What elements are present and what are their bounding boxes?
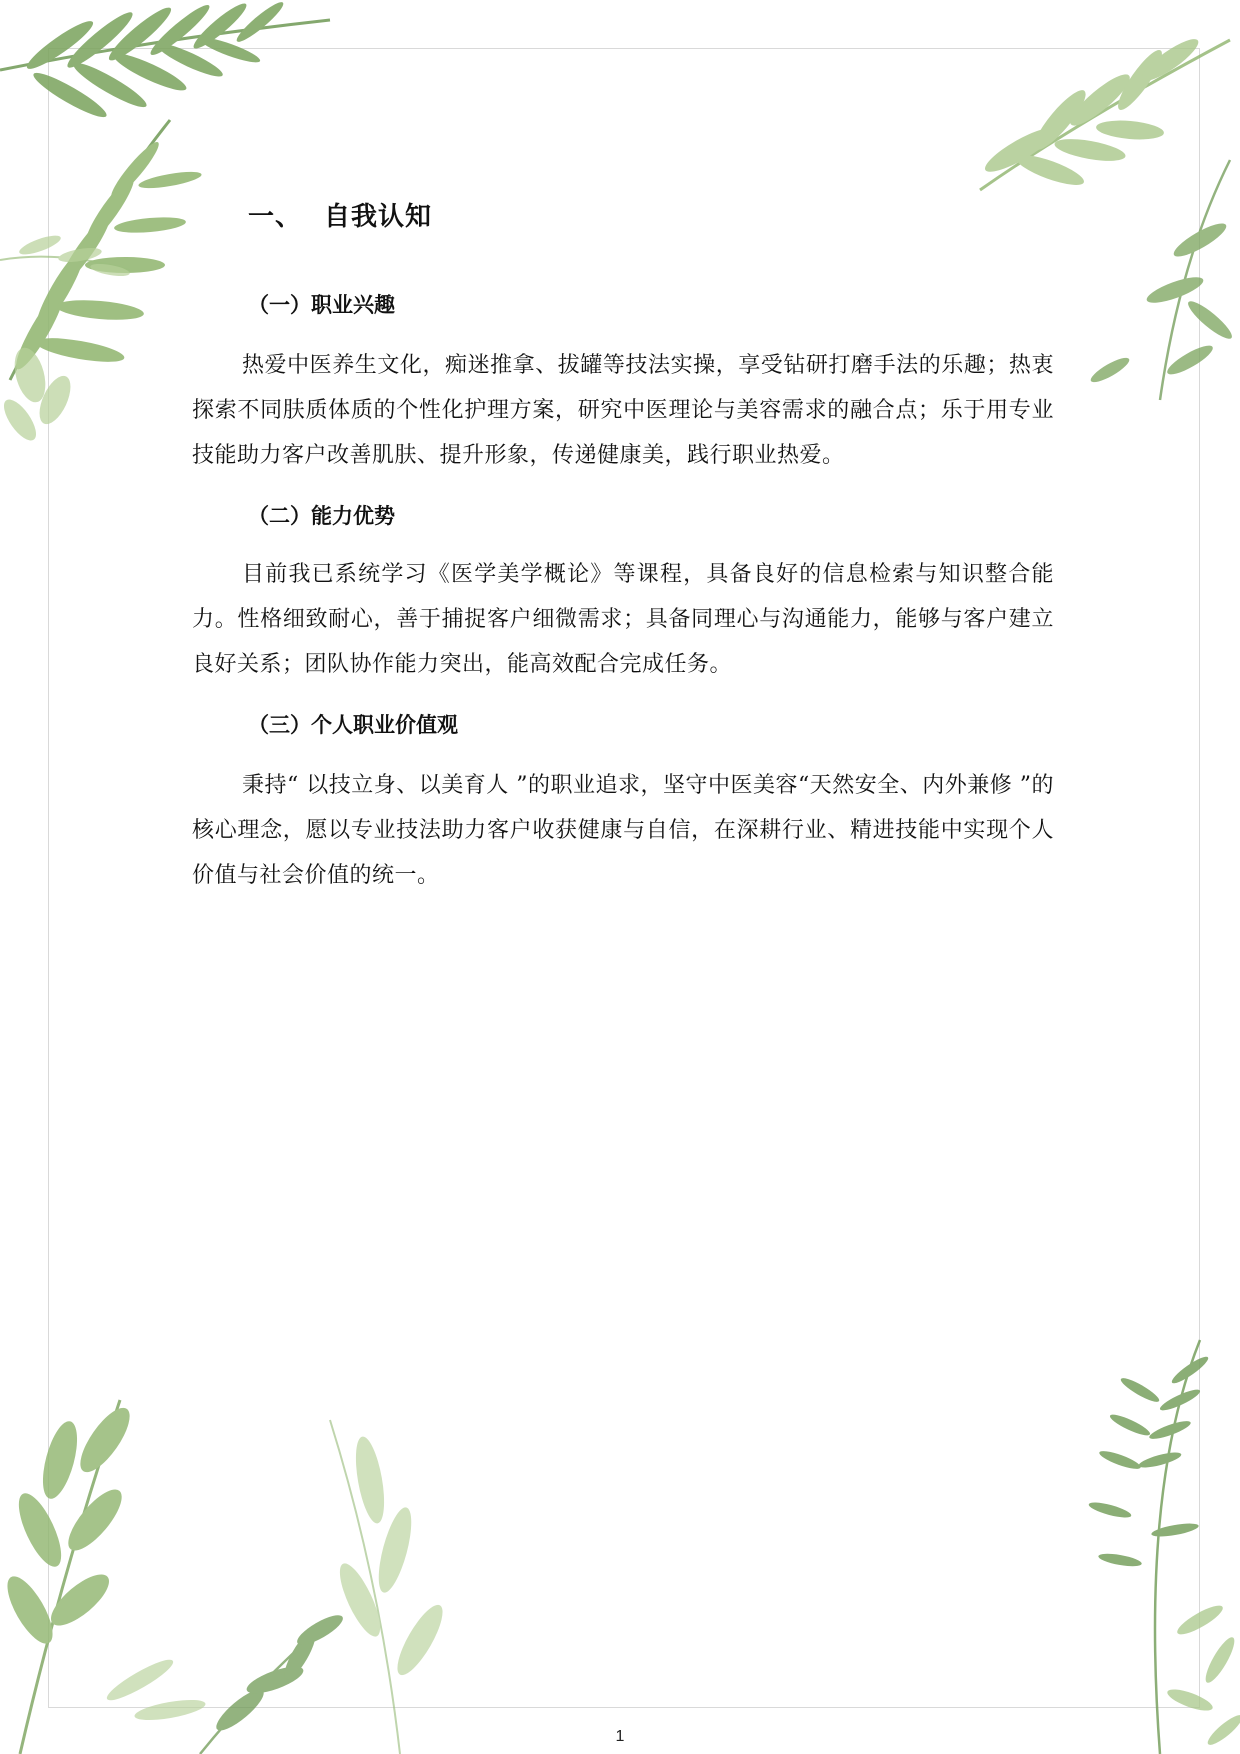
fern-vine-illustration — [1080, 1330, 1240, 1754]
section-title: 自我认知 — [324, 202, 433, 232]
paragraph-strengths: 目前我已系统学习《医学美学概论》等课程，具备良好的信息检索与知识整合能力。性格细致耐心，善于捕捉客户细微需求；具备同理心与沟通能力，能够与客户建立良好关系；团队协作能力突出，能高效配合完成任务。 — [192, 562, 1054, 677]
subsection-heading-strengths: （二）能力优势 — [248, 504, 395, 528]
paragraph-values: 秉持“ 以技立身、以美育人 ”的职业追求，坚守中医美容“天然安全、内外兼修 ”的核心理念，愿以专业技法助力客户收获健康与自信，在深耕行业、精进技能中实现个人价值与社会价值的统一。 — [192, 773, 1054, 888]
page-number: 1 — [615, 1728, 625, 1745]
subsection-heading-interest: （一）职业兴趣 — [248, 293, 395, 317]
section-number: 一、 — [248, 202, 303, 232]
section-heading — [248, 196, 1054, 233]
document-body — [192, 196, 1054, 898]
leafy-branches-illustration — [0, 1380, 540, 1754]
paragraph-interest: 热爱中医养生文化，痴迷推拿、拔罐等技法实操，享受钻研打磨手法的乐趣；热衷探索不同肤质体质的个性化护理方案，研究中医理论与美容需求的融合点；乐于用专业技能助力客户改善肌肤、提升形象，传递健康美，践行职业热爱。 — [192, 353, 1054, 468]
subsection-heading-values: （三）个人职业价值观 — [248, 713, 458, 737]
